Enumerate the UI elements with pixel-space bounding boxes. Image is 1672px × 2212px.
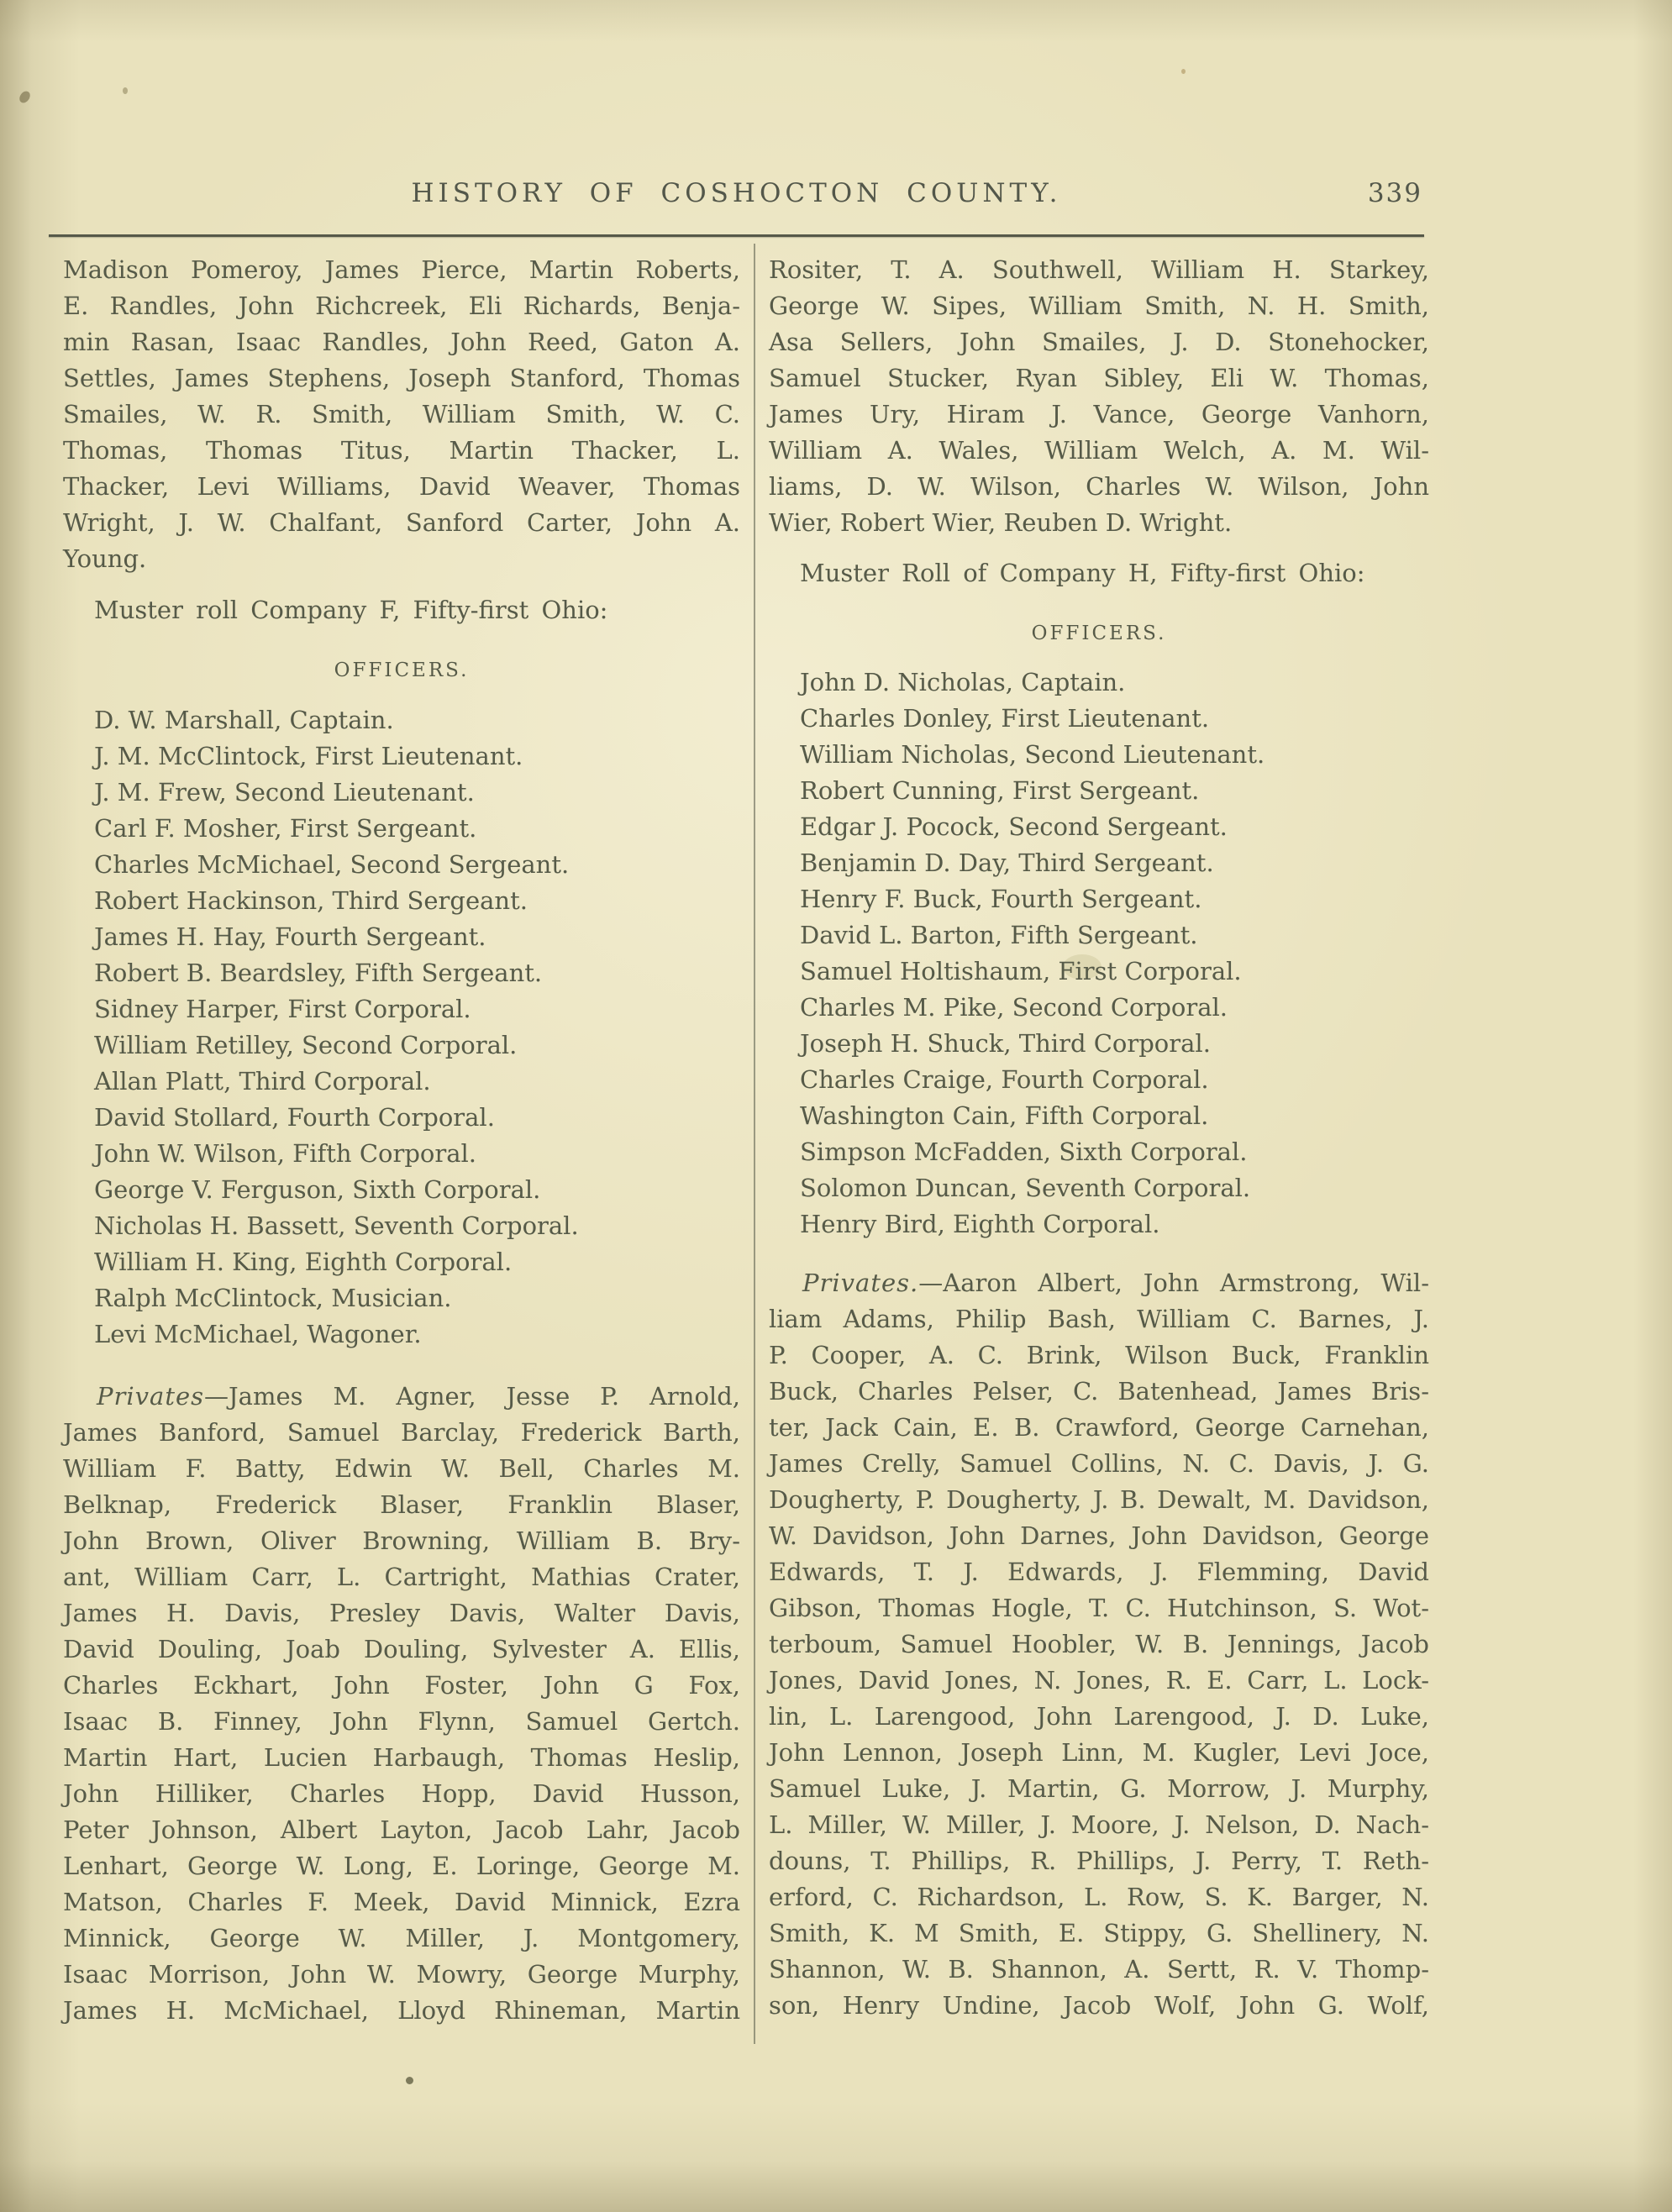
roster-line: George W. Sipes, William Smith, N. H. Smith, (769, 292, 1429, 320)
officer-entry: Charles Donley, First Lieutenant. (800, 704, 1210, 733)
privates-paragraph (63, 1379, 740, 2029)
officer-entry: Simpson McFadden, Sixth Corporal. (800, 1138, 1248, 1166)
officer-entry: J. M. McClintock, First Lieutenant. (94, 742, 523, 770)
roster-line: douns, T. Phillips, R. Phillips, J. Perry, T. Reth- (769, 1847, 1429, 1875)
muster-roll-heading: Muster roll Company F, Fifty-first Ohio: (94, 596, 608, 624)
paper-speck (18, 89, 33, 105)
roster-line: Isaac B. Finney, John Flynn, Samuel Gertch. (63, 1707, 740, 1736)
roster-line: Dougherty, P. Dougherty, J. B. Dewalt, M. Davidson, (769, 1485, 1429, 1514)
officer-entry: J. M. Frew, Second Lieutenant. (94, 778, 475, 807)
roster-line: Belknap, Frederick Blaser, Franklin Blaser, (63, 1490, 740, 1519)
officer-entry: Robert Hackinson, Third Sergeant. (94, 886, 528, 915)
roster-line: Rositer, T. A. Southwell, William H. Starkey, (769, 255, 1429, 284)
roster-line: Shannon, W. B. Shannon, A. Sertt, R. V. Thomp- (769, 1955, 1429, 1983)
running-head-title: HISTORY OF COSHOCTON COUNTY. (411, 178, 1062, 208)
officer-entry: William H. King, Eighth Corporal. (94, 1248, 513, 1276)
left-column (63, 252, 740, 2029)
roster-line: Martin Hart, Lucien Harbaugh, Thomas Heslip, (63, 1743, 740, 1772)
roster-line: terboum, Samuel Hoobler, W. B. Jennings, Jacob (769, 1630, 1429, 1658)
column-divider (754, 244, 755, 2044)
roster-line: liam Adams, Philip Bash, William C. Barnes, J. (769, 1305, 1429, 1333)
officers-heading: OFFICERS. (1031, 623, 1167, 644)
roster-line: erford, C. Richardson, L. Row, S. K. Barger, N. (769, 1883, 1429, 1911)
roster-line: Peter Johnson, Albert Layton, Jacob Lahr, Jacob (63, 1815, 740, 1844)
roster-line: Wright, J. W. Chalfant, Sanford Carter, John A. (63, 508, 740, 537)
roster-line: Smith, K. M Smith, E. Stippy, G. Shellinery, N. (769, 1919, 1429, 1947)
page-header (49, 176, 1424, 213)
roster-line: Thacker, Levi Williams, David Weaver, Thomas (63, 472, 740, 501)
officer-entry: Carl F. Mosher, First Sergeant. (94, 814, 477, 843)
privates-label: Privates. (802, 1269, 919, 1297)
roster-line: Edwards, T. J. Edwards, J. Flemming, David (769, 1558, 1429, 1586)
officer-entry: Edgar J. Pocock, Second Sergeant. (800, 812, 1228, 841)
officer-entry: Levi McMichael, Wagoner. (94, 1320, 422, 1348)
officer-entry: John D. Nicholas, Captain. (800, 668, 1126, 696)
roster-line: liams, D. W. Wilson, Charles W. Wilson, John (769, 472, 1429, 501)
officer-entry: Charles McMichael, Second Sergeant. (94, 850, 570, 879)
roster-line: Thomas, Thomas Titus, Martin Thacker, L. (63, 436, 740, 465)
roster-line: William F. Batty, Edwin W. Bell, Charles M. (63, 1454, 740, 1483)
officer-entry: Nicholas H. Bassett, Seventh Corporal. (94, 1211, 579, 1240)
officer-entry: David L. Barton, Fifth Sergeant. (800, 921, 1198, 949)
officer-entry: Charles Craige, Fourth Corporal. (800, 1065, 1209, 1094)
roster-line: John Hilliker, Charles Hopp, David Husson, (63, 1779, 740, 1808)
roster-line: Jones, David Jones, N. Jones, R. E. Carr, L. Lock- (769, 1666, 1429, 1694)
roster-line: Smailes, W. R. Smith, William Smith, W. C. (63, 400, 740, 428)
roster-line: Samuel Luke, J. Martin, G. Morrow, J. Murphy, (769, 1774, 1429, 1803)
roster-line: L. Miller, W. Miller, J. Moore, J. Nelson, D. Nach- (769, 1810, 1429, 1839)
officer-entry: Robert B. Beardsley, Fifth Sergeant. (94, 959, 543, 987)
officer-entry: Sidney Harper, First Corporal. (94, 995, 471, 1023)
roster-line: ant, William Carr, L. Cartright, Mathias Crater, (63, 1563, 740, 1591)
roster-line: Buck, Charles Pelser, C. Batenhead, James Bris- (769, 1377, 1429, 1405)
privates-label: Privates (97, 1382, 205, 1411)
privates-first-line (769, 1265, 1429, 1301)
header-rule (49, 234, 1424, 237)
roster-line: Gibson, Thomas Hogle, T. C. Hutchinson, S. Wot- (769, 1594, 1429, 1622)
officer-entry: Henry Bird, Eighth Corporal. (800, 1210, 1160, 1238)
roster-line: Samuel Stucker, Ryan Sibley, Eli W. Thomas, (769, 364, 1429, 392)
roster-line: James Banford, Samuel Barclay, Frederick Barth, (63, 1418, 740, 1447)
page-number: 339 (1367, 178, 1422, 208)
roster-line: John Lennon, Joseph Linn, M. Kugler, Levi Joce, (769, 1738, 1429, 1767)
roster-line: Wier, Robert Wier, Reuben D. Wright. (769, 508, 1233, 537)
officer-entry: Solomon Duncan, Seventh Corporal. (800, 1174, 1251, 1202)
roster-line: James Ury, Hiram J. Vance, George Vanhorn, (769, 400, 1429, 428)
privates-first-line-text: —Aaron Albert, John Armstrong, Wil- (918, 1269, 1429, 1297)
officer-entry: Henry F. Buck, Fourth Sergeant. (800, 885, 1202, 913)
roster-line: son, Henry Undine, Jacob Wolf, John G. Wolf, (769, 1991, 1429, 2020)
officer-entry: Washington Cain, Fifth Corporal. (800, 1101, 1209, 1130)
officer-entry: George V. Ferguson, Sixth Corporal. (94, 1175, 541, 1204)
paper-speck (123, 87, 128, 94)
privates-first-line-text: —James M. Agner, Jesse P. Arnold, (204, 1382, 740, 1411)
officer-entry: John W. Wilson, Fifth Corporal. (94, 1139, 476, 1168)
roster-line: ter, Jack Cain, E. B. Crawford, George Carnehan, (769, 1413, 1429, 1442)
officer-entry: William Nicholas, Second Lieutenant. (800, 740, 1265, 769)
officer-entry: D. W. Marshall, Captain. (94, 706, 394, 734)
roster-line: E. Randles, John Richcreek, Eli Richards, Benja- (63, 292, 740, 320)
officers-heading: OFFICERS. (334, 659, 470, 681)
officer-entry: William Retilley, Second Corporal. (94, 1031, 518, 1059)
muster-roll-heading: Muster Roll of Company H, Fifty-first Ohio: (800, 559, 1365, 587)
roster-line: William A. Wales, William Welch, A. M. Wil- (769, 436, 1429, 465)
officers-list (769, 665, 1429, 1243)
roster-line: James Crelly, Samuel Collins, N. C. Davis, J. G. (769, 1449, 1429, 1478)
officer-entry: Samuel Holtishaum, First Corporal. (800, 957, 1242, 985)
officer-entry: Allan Platt, Third Corporal. (94, 1067, 431, 1095)
roster-line: John Brown, Oliver Browning, William B. Bry- (63, 1526, 740, 1555)
officer-entry: Joseph H. Shuck, Third Corporal. (800, 1029, 1211, 1058)
roster-line: Matson, Charles F. Meek, David Minnick, Ezra (63, 1888, 740, 1916)
officers-list (63, 702, 740, 1353)
roster-line: W. Davidson, John Darnes, John Davidson, George (769, 1521, 1429, 1550)
officer-entry: Robert Cunning, First Sergeant. (800, 776, 1200, 805)
privates-first-line (63, 1379, 740, 1415)
right-column (769, 252, 1429, 2024)
roster-line: David Douling, Joab Douling, Sylvester A. Ellis, (63, 1635, 740, 1663)
roster-line: Charles Eckhart, John Foster, John G Fox, (63, 1671, 740, 1700)
continued-roster-paragraph (63, 252, 740, 577)
paper-speck (1181, 69, 1186, 74)
officer-entry: David Stollard, Fourth Corporal. (94, 1103, 495, 1132)
roster-line: lin, L. Larengood, John Larengood, J. D. Luke, (769, 1702, 1429, 1731)
roster-line: Minnick, George W. Miller, J. Montgomery, (63, 1924, 740, 1952)
roster-line: Madison Pomeroy, James Pierce, Martin Roberts, (63, 255, 740, 284)
roster-line: James H. McMichael, Lloyd Rhineman, Martin (63, 1996, 740, 2025)
officer-entry: James H. Hay, Fourth Sergeant. (94, 922, 486, 951)
continued-roster-paragraph (769, 252, 1429, 541)
roster-line: James H. Davis, Presley Davis, Walter Davis, (63, 1599, 740, 1627)
roster-line: min Rasan, Isaac Randles, John Reed, Gaton A. (63, 328, 740, 356)
privates-paragraph (769, 1265, 1429, 2024)
roster-line: Lenhart, George W. Long, E. Loringe, George M. (63, 1852, 740, 1880)
roster-line: Asa Sellers, John Smailes, J. D. Stonehocker, (769, 328, 1429, 356)
officer-entry: Charles M. Pike, Second Corporal. (800, 993, 1228, 1022)
roster-line: P. Cooper, A. C. Brink, Wilson Buck, Franklin (769, 1341, 1429, 1369)
roster-line: Isaac Morrison, John W. Mowry, George Murphy, (63, 1960, 740, 1989)
roster-line: Young. (63, 544, 147, 573)
officer-entry: Benjamin D. Day, Third Sergeant. (800, 849, 1214, 877)
paper-speck (406, 2077, 413, 2084)
roster-line: Settles, James Stephens, Joseph Stanford, Thomas (63, 364, 740, 392)
officer-entry: Ralph McClintock, Musician. (94, 1284, 452, 1312)
